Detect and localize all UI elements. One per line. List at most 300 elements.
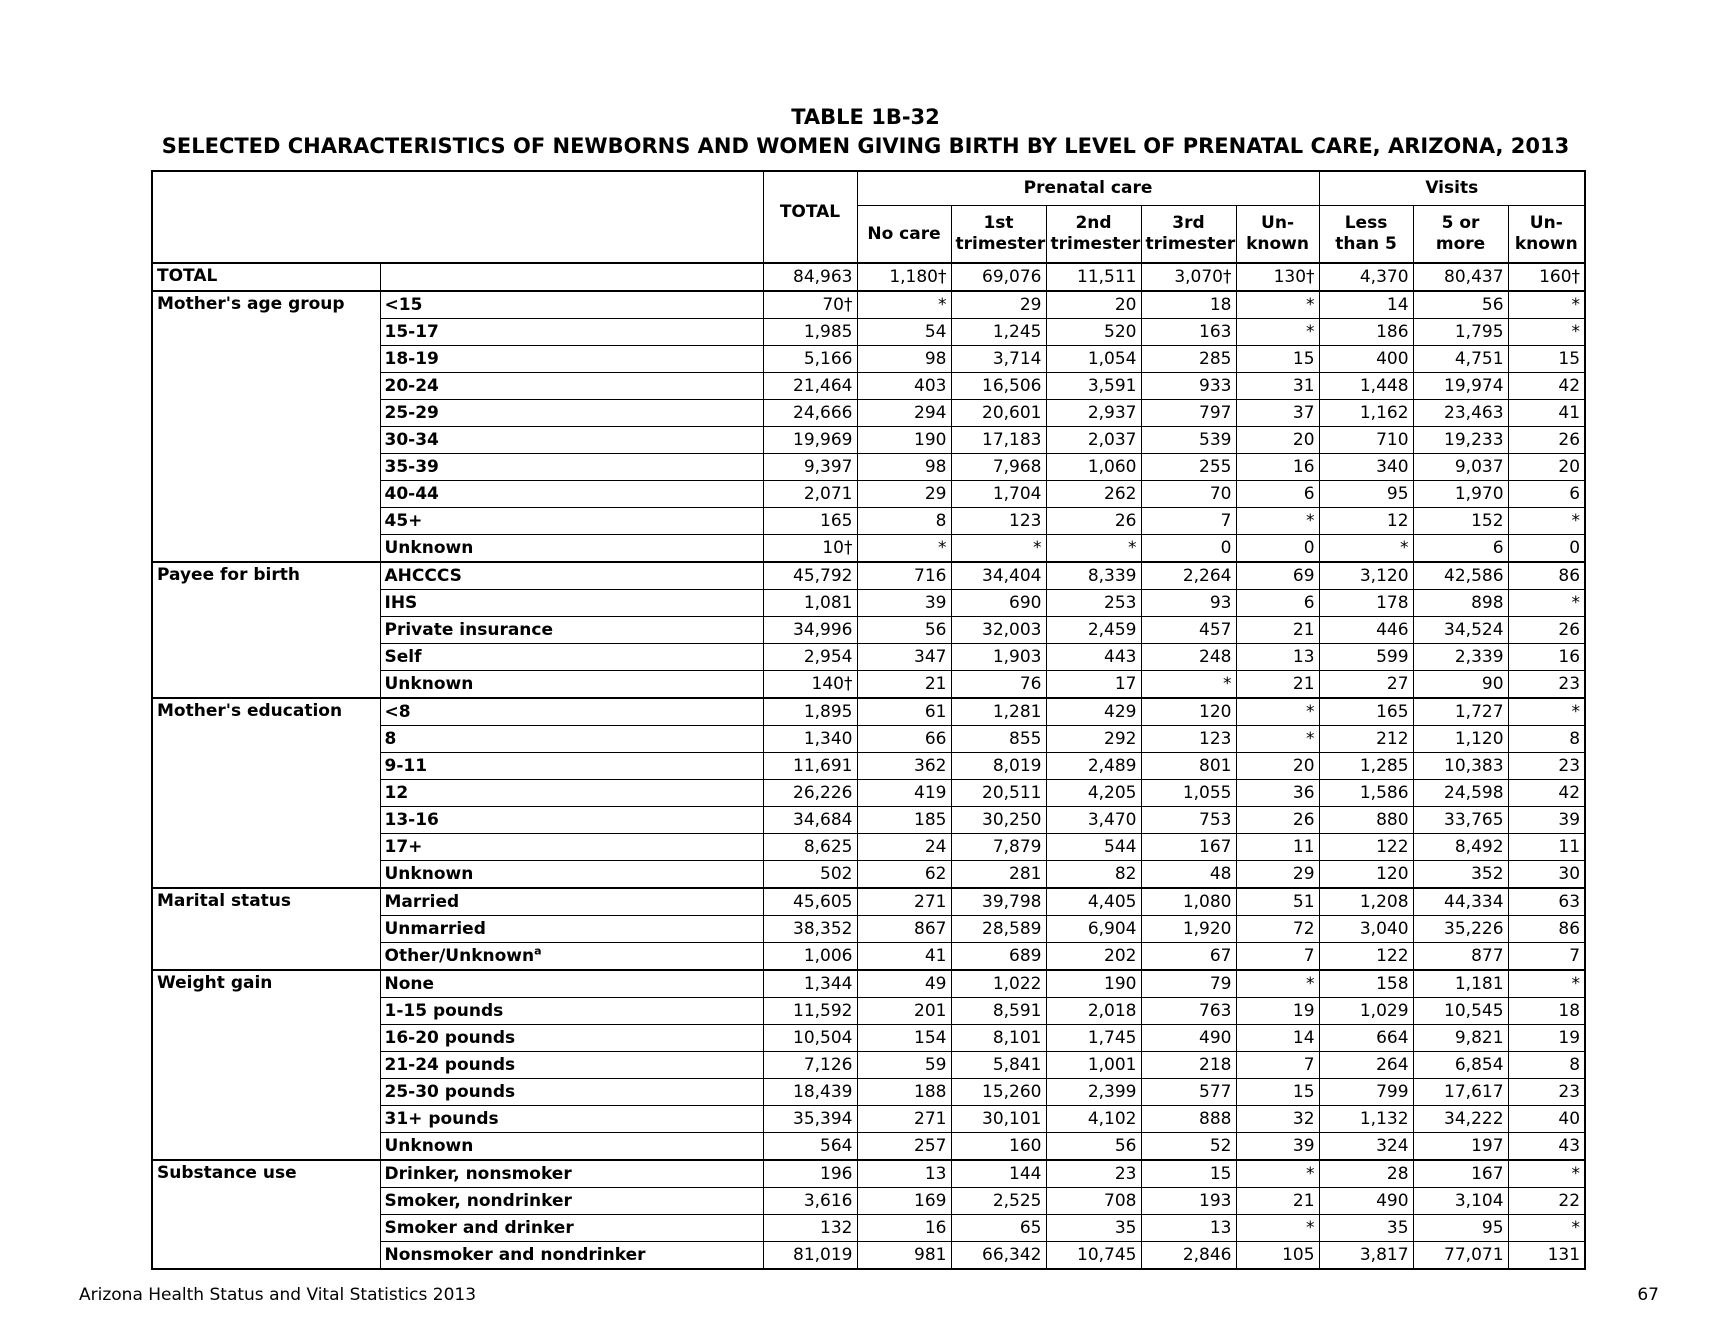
- cell-value: 42: [1508, 373, 1585, 400]
- row-label: 35-39: [380, 454, 763, 481]
- cell-value: 26,226: [763, 780, 857, 807]
- cell-value: 324: [1319, 1133, 1413, 1161]
- cell-value: 15,260: [951, 1079, 1046, 1106]
- cell-value: 13: [857, 1160, 951, 1188]
- cell-value: 80,437: [1413, 263, 1508, 291]
- cell-value: 564: [763, 1133, 857, 1161]
- cell-value: 17: [1046, 671, 1141, 699]
- cell-value: 502: [763, 861, 857, 889]
- cell-value: 2,459: [1046, 617, 1141, 644]
- cell-value: 54: [857, 319, 951, 346]
- cell-value: 3,470: [1046, 807, 1141, 834]
- cell-value: 1,120: [1413, 726, 1508, 753]
- cell-value: 19,969: [763, 427, 857, 454]
- cell-value: 690: [951, 590, 1046, 617]
- row-category: [152, 753, 380, 780]
- cell-value: 443: [1046, 644, 1141, 671]
- cell-value: 2,525: [951, 1188, 1046, 1215]
- cell-value: 292: [1046, 726, 1141, 753]
- cell-value: 3,040: [1319, 916, 1413, 943]
- cell-value: 419: [857, 780, 951, 807]
- cell-value: 1,920: [1141, 916, 1236, 943]
- cell-value: 202: [1046, 943, 1141, 971]
- cell-value: *: [1236, 698, 1319, 726]
- row-category: Marital status: [152, 888, 380, 916]
- row-label: 20-24: [380, 373, 763, 400]
- cell-value: 39: [857, 590, 951, 617]
- cell-value: 45,605: [763, 888, 857, 916]
- cell-value: 90: [1413, 671, 1508, 699]
- cell-value: *: [951, 535, 1046, 563]
- cell-value: 35,394: [763, 1106, 857, 1133]
- row-label: AHCCCS: [380, 562, 763, 590]
- table-row: [152, 1133, 1585, 1161]
- table-row: [152, 834, 1585, 861]
- cell-value: 86: [1508, 562, 1585, 590]
- table-row: [152, 590, 1585, 617]
- cell-value: 933: [1141, 373, 1236, 400]
- cell-value: 10,745: [1046, 1242, 1141, 1270]
- cell-value: 34,996: [763, 617, 857, 644]
- cell-value: 39: [1508, 807, 1585, 834]
- table-row: [152, 861, 1585, 889]
- cell-value: 9,821: [1413, 1025, 1508, 1052]
- table-row: [152, 698, 1585, 726]
- cell-value: 4,205: [1046, 780, 1141, 807]
- table-row: [152, 535, 1585, 563]
- cell-value: 160†: [1508, 263, 1585, 291]
- cell-value: 2,937: [1046, 400, 1141, 427]
- cell-value: 1,281: [951, 698, 1046, 726]
- cell-value: 130†: [1236, 263, 1319, 291]
- cell-value: 77,071: [1413, 1242, 1508, 1270]
- header-blank: [152, 171, 763, 263]
- cell-value: 20: [1236, 753, 1319, 780]
- cell-value: 1,080: [1141, 888, 1236, 916]
- cell-value: 544: [1046, 834, 1141, 861]
- cell-value: 165: [1319, 698, 1413, 726]
- cell-value: 18: [1508, 998, 1585, 1025]
- cell-value: 186: [1319, 319, 1413, 346]
- cell-value: 34,404: [951, 562, 1046, 590]
- cell-value: 158: [1319, 970, 1413, 998]
- cell-value: 539: [1141, 427, 1236, 454]
- cell-value: 39: [1236, 1133, 1319, 1161]
- cell-value: 26: [1046, 508, 1141, 535]
- header-no-care: No care: [857, 206, 951, 264]
- cell-value: 6,854: [1413, 1052, 1508, 1079]
- cell-value: 30,250: [951, 807, 1046, 834]
- cell-value: 17,183: [951, 427, 1046, 454]
- table-row: [152, 671, 1585, 699]
- cell-value: 35: [1046, 1215, 1141, 1242]
- cell-value: 271: [857, 888, 951, 916]
- cell-value: *: [1508, 319, 1585, 346]
- cell-value: 98: [857, 346, 951, 373]
- cell-value: *: [1508, 698, 1585, 726]
- row-category: [152, 1215, 380, 1242]
- cell-value: 49: [857, 970, 951, 998]
- cell-value: 38,352: [763, 916, 857, 943]
- row-category: [152, 481, 380, 508]
- cell-value: 169: [857, 1188, 951, 1215]
- cell-value: 2,846: [1141, 1242, 1236, 1270]
- header-prenatal-care: Prenatal care: [857, 171, 1319, 206]
- row-category: [152, 1133, 380, 1161]
- row-label: 17+: [380, 834, 763, 861]
- cell-value: 1,006: [763, 943, 857, 971]
- cell-value: 20: [1508, 454, 1585, 481]
- cell-value: 13: [1141, 1215, 1236, 1242]
- row-category: [152, 726, 380, 753]
- cell-value: 98: [857, 454, 951, 481]
- cell-value: 262: [1046, 481, 1141, 508]
- cell-value: 981: [857, 1242, 951, 1270]
- cell-value: 15: [1508, 346, 1585, 373]
- cell-value: 29: [951, 291, 1046, 319]
- cell-value: 1,001: [1046, 1052, 1141, 1079]
- row-label: Unmarried: [380, 916, 763, 943]
- row-label: Self: [380, 644, 763, 671]
- cell-value: 7,879: [951, 834, 1046, 861]
- cell-value: 27: [1319, 671, 1413, 699]
- cell-value: 19: [1236, 998, 1319, 1025]
- row-category: [152, 1052, 380, 1079]
- cell-value: 15: [1236, 1079, 1319, 1106]
- cell-value: 855: [951, 726, 1046, 753]
- cell-value: 753: [1141, 807, 1236, 834]
- cell-value: *: [857, 535, 951, 563]
- cell-value: 13: [1236, 644, 1319, 671]
- cell-value: 120: [1319, 861, 1413, 889]
- row-label: 18-19: [380, 346, 763, 373]
- cell-value: 1,970: [1413, 481, 1508, 508]
- cell-value: 3,070†: [1141, 263, 1236, 291]
- cell-value: 294: [857, 400, 951, 427]
- cell-value: 42: [1508, 780, 1585, 807]
- cell-value: 710: [1319, 427, 1413, 454]
- row-category: [152, 346, 380, 373]
- cell-value: 36: [1236, 780, 1319, 807]
- cell-value: 79: [1141, 970, 1236, 998]
- cell-value: 41: [1508, 400, 1585, 427]
- cell-value: 799: [1319, 1079, 1413, 1106]
- cell-value: 0: [1236, 535, 1319, 563]
- cell-value: 9,397: [763, 454, 857, 481]
- cell-value: 716: [857, 562, 951, 590]
- cell-value: 403: [857, 373, 951, 400]
- table-row: [152, 291, 1585, 319]
- cell-value: 664: [1319, 1025, 1413, 1052]
- row-label: 21-24 pounds: [380, 1052, 763, 1079]
- cell-value: 105: [1236, 1242, 1319, 1270]
- row-category: [152, 861, 380, 889]
- row-category: [152, 1025, 380, 1052]
- cell-value: 48: [1141, 861, 1236, 889]
- cell-value: 1,081: [763, 590, 857, 617]
- cell-value: *: [1508, 970, 1585, 998]
- cell-value: 4,102: [1046, 1106, 1141, 1133]
- cell-value: 52: [1141, 1133, 1236, 1161]
- cell-value: 10†: [763, 535, 857, 563]
- cell-value: 490: [1141, 1025, 1236, 1052]
- cell-value: 67: [1141, 943, 1236, 971]
- cell-value: 63: [1508, 888, 1585, 916]
- header-5-or-more: 5 or more: [1413, 206, 1508, 264]
- row-category: [152, 834, 380, 861]
- row-category: [152, 1079, 380, 1106]
- header-2nd-trimester: 2nd trimester: [1046, 206, 1141, 264]
- row-label: 12: [380, 780, 763, 807]
- cell-value: 340: [1319, 454, 1413, 481]
- header-3rd-trimester: 3rd trimester: [1141, 206, 1236, 264]
- table-title: SELECTED CHARACTERISTICS OF NEWBORNS AND WOMEN GIVING BIRTH BY LEVEL OF PRENATAL CARE, ARIZONA, 2013: [161, 134, 1570, 158]
- cell-value: *: [1236, 319, 1319, 346]
- cell-value: 8,591: [951, 998, 1046, 1025]
- row-label: Married: [380, 888, 763, 916]
- cell-value: 8,339: [1046, 562, 1141, 590]
- cell-value: 31: [1236, 373, 1319, 400]
- cell-value: 1,180†: [857, 263, 951, 291]
- cell-value: *: [1046, 535, 1141, 563]
- cell-value: 20,601: [951, 400, 1046, 427]
- cell-value: 7: [1236, 1052, 1319, 1079]
- row-label: Unknown: [380, 861, 763, 889]
- row-label: 8: [380, 726, 763, 753]
- cell-value: 7,968: [951, 454, 1046, 481]
- header-1st-trimester: 1st trimester: [951, 206, 1046, 264]
- cell-value: 70: [1141, 481, 1236, 508]
- row-category: [152, 590, 380, 617]
- row-category: [152, 807, 380, 834]
- table-body: [152, 263, 1585, 1269]
- cell-value: 3,591: [1046, 373, 1141, 400]
- cell-value: 30,101: [951, 1106, 1046, 1133]
- cell-value: 281: [951, 861, 1046, 889]
- table-row: [152, 753, 1585, 780]
- cell-value: 32,003: [951, 617, 1046, 644]
- cell-value: 285: [1141, 346, 1236, 373]
- row-category: [152, 617, 380, 644]
- cell-value: *: [1236, 726, 1319, 753]
- row-category: Mother's education: [152, 698, 380, 726]
- row-label: Nonsmoker and nondrinker: [380, 1242, 763, 1270]
- cell-value: 72: [1236, 916, 1319, 943]
- cell-value: 23: [1046, 1160, 1141, 1188]
- cell-value: 39,798: [951, 888, 1046, 916]
- cell-value: 66,342: [951, 1242, 1046, 1270]
- cell-value: 708: [1046, 1188, 1141, 1215]
- header-unknown-care: Un- known: [1236, 206, 1319, 264]
- cell-value: *: [1508, 1215, 1585, 1242]
- cell-value: 19,974: [1413, 373, 1508, 400]
- cell-value: 1,985: [763, 319, 857, 346]
- row-category: [152, 1188, 380, 1215]
- cell-value: 44,334: [1413, 888, 1508, 916]
- cell-value: 201: [857, 998, 951, 1025]
- cell-value: 3,616: [763, 1188, 857, 1215]
- cell-value: 5,166: [763, 346, 857, 373]
- cell-value: 95: [1413, 1215, 1508, 1242]
- cell-value: 2,071: [763, 481, 857, 508]
- cell-value: 21: [1236, 1188, 1319, 1215]
- cell-value: 400: [1319, 346, 1413, 373]
- cell-value: 11,592: [763, 998, 857, 1025]
- table-row: [152, 1079, 1585, 1106]
- row-label: 16-20 pounds: [380, 1025, 763, 1052]
- cell-value: 20,511: [951, 780, 1046, 807]
- cell-value: 1,055: [1141, 780, 1236, 807]
- cell-value: 23: [1508, 671, 1585, 699]
- table-row: [152, 346, 1585, 373]
- cell-value: 1,285: [1319, 753, 1413, 780]
- table-row: [152, 888, 1585, 916]
- row-category: Mother's age group: [152, 291, 380, 319]
- cell-value: 140†: [763, 671, 857, 699]
- row-label: <8: [380, 698, 763, 726]
- cell-value: 8: [1508, 1052, 1585, 1079]
- cell-value: 123: [951, 508, 1046, 535]
- row-category: [152, 1106, 380, 1133]
- cell-value: 160: [951, 1133, 1046, 1161]
- cell-value: *: [1141, 671, 1236, 699]
- cell-value: 21: [1236, 671, 1319, 699]
- cell-value: 15: [1236, 346, 1319, 373]
- cell-value: *: [1508, 590, 1585, 617]
- cell-value: 264: [1319, 1052, 1413, 1079]
- row-label: IHS: [380, 590, 763, 617]
- cell-value: 8: [857, 508, 951, 535]
- cell-value: 22: [1508, 1188, 1585, 1215]
- cell-value: 3,817: [1319, 1242, 1413, 1270]
- cell-value: 1,795: [1413, 319, 1508, 346]
- cell-value: 0: [1508, 535, 1585, 563]
- header-visits: Visits: [1319, 171, 1585, 206]
- cell-value: 163: [1141, 319, 1236, 346]
- cell-value: 888: [1141, 1106, 1236, 1133]
- table-row: [152, 998, 1585, 1025]
- cell-value: 520: [1046, 319, 1141, 346]
- cell-value: 70†: [763, 291, 857, 319]
- cell-value: 21: [857, 671, 951, 699]
- cell-value: 599: [1319, 644, 1413, 671]
- cell-value: 1,132: [1319, 1106, 1413, 1133]
- row-label: 25-30 pounds: [380, 1079, 763, 1106]
- row-label: 30-34: [380, 427, 763, 454]
- cell-value: 2,399: [1046, 1079, 1141, 1106]
- cell-value: 61: [857, 698, 951, 726]
- cell-value: 8,492: [1413, 834, 1508, 861]
- cell-value: 257: [857, 1133, 951, 1161]
- row-label: Other/Unknown$^a$: [380, 943, 763, 971]
- cell-value: 23: [1508, 753, 1585, 780]
- cell-value: 41: [857, 943, 951, 971]
- table-row: [152, 1215, 1585, 1242]
- table-row: [152, 400, 1585, 427]
- cell-value: 16,506: [951, 373, 1046, 400]
- cell-value: 32: [1236, 1106, 1319, 1133]
- cell-value: *: [1236, 1215, 1319, 1242]
- row-category: [152, 998, 380, 1025]
- cell-value: 7: [1508, 943, 1585, 971]
- table-row: [152, 454, 1585, 481]
- cell-value: 40: [1508, 1106, 1585, 1133]
- row-category: [152, 400, 380, 427]
- row-label: Smoker, nondrinker: [380, 1188, 763, 1215]
- cell-value: 122: [1319, 834, 1413, 861]
- cell-value: 34,222: [1413, 1106, 1508, 1133]
- cell-value: 347: [857, 644, 951, 671]
- cell-value: 188: [857, 1079, 951, 1106]
- cell-value: 93: [1141, 590, 1236, 617]
- cell-value: 6: [1236, 590, 1319, 617]
- row-label: 31+ pounds: [380, 1106, 763, 1133]
- cell-value: 178: [1319, 590, 1413, 617]
- cell-value: 1,344: [763, 970, 857, 998]
- table-row: [152, 1106, 1585, 1133]
- cell-value: 1,181: [1413, 970, 1508, 998]
- cell-value: 1,727: [1413, 698, 1508, 726]
- table-row: [152, 427, 1585, 454]
- cell-value: 56: [1046, 1133, 1141, 1161]
- cell-value: 3,104: [1413, 1188, 1508, 1215]
- cell-value: 154: [857, 1025, 951, 1052]
- cell-value: 69,076: [951, 263, 1046, 291]
- table-row: [152, 970, 1585, 998]
- cell-value: 1,340: [763, 726, 857, 753]
- header-unknown-visits: Un- known: [1508, 206, 1585, 264]
- cell-value: 19,233: [1413, 427, 1508, 454]
- cell-value: 84,963: [763, 263, 857, 291]
- cell-value: 185: [857, 807, 951, 834]
- cell-value: 51: [1236, 888, 1319, 916]
- cell-value: 167: [1413, 1160, 1508, 1188]
- cell-value: 429: [1046, 698, 1141, 726]
- table-number: TABLE 1B-32: [791, 105, 940, 129]
- cell-value: 1,022: [951, 970, 1046, 998]
- cell-value: 197: [1413, 1133, 1508, 1161]
- table-row: [152, 644, 1585, 671]
- table-row: [152, 726, 1585, 753]
- cell-value: 82: [1046, 861, 1141, 889]
- cell-value: 898: [1413, 590, 1508, 617]
- cell-value: 19: [1508, 1025, 1585, 1052]
- row-category: [152, 671, 380, 699]
- cell-value: 867: [857, 916, 951, 943]
- cell-value: 34,684: [763, 807, 857, 834]
- prenatal-care-table: [151, 170, 1586, 1270]
- row-category: [152, 780, 380, 807]
- cell-value: 24,666: [763, 400, 857, 427]
- cell-value: 8: [1508, 726, 1585, 753]
- row-label: [380, 263, 763, 291]
- row-label: Unknown: [380, 535, 763, 563]
- table-row: [152, 1242, 1585, 1270]
- cell-value: 131: [1508, 1242, 1585, 1270]
- table-row: [152, 1160, 1585, 1188]
- cell-value: 8,101: [951, 1025, 1046, 1052]
- cell-value: 43: [1508, 1133, 1585, 1161]
- cell-value: 11: [1236, 834, 1319, 861]
- cell-value: 196: [763, 1160, 857, 1188]
- cell-value: 12: [1319, 508, 1413, 535]
- cell-value: 11,511: [1046, 263, 1141, 291]
- table-row: [152, 1188, 1585, 1215]
- table-row: [152, 319, 1585, 346]
- cell-value: 34,524: [1413, 617, 1508, 644]
- row-category: TOTAL: [152, 263, 380, 291]
- cell-value: 6: [1413, 535, 1508, 563]
